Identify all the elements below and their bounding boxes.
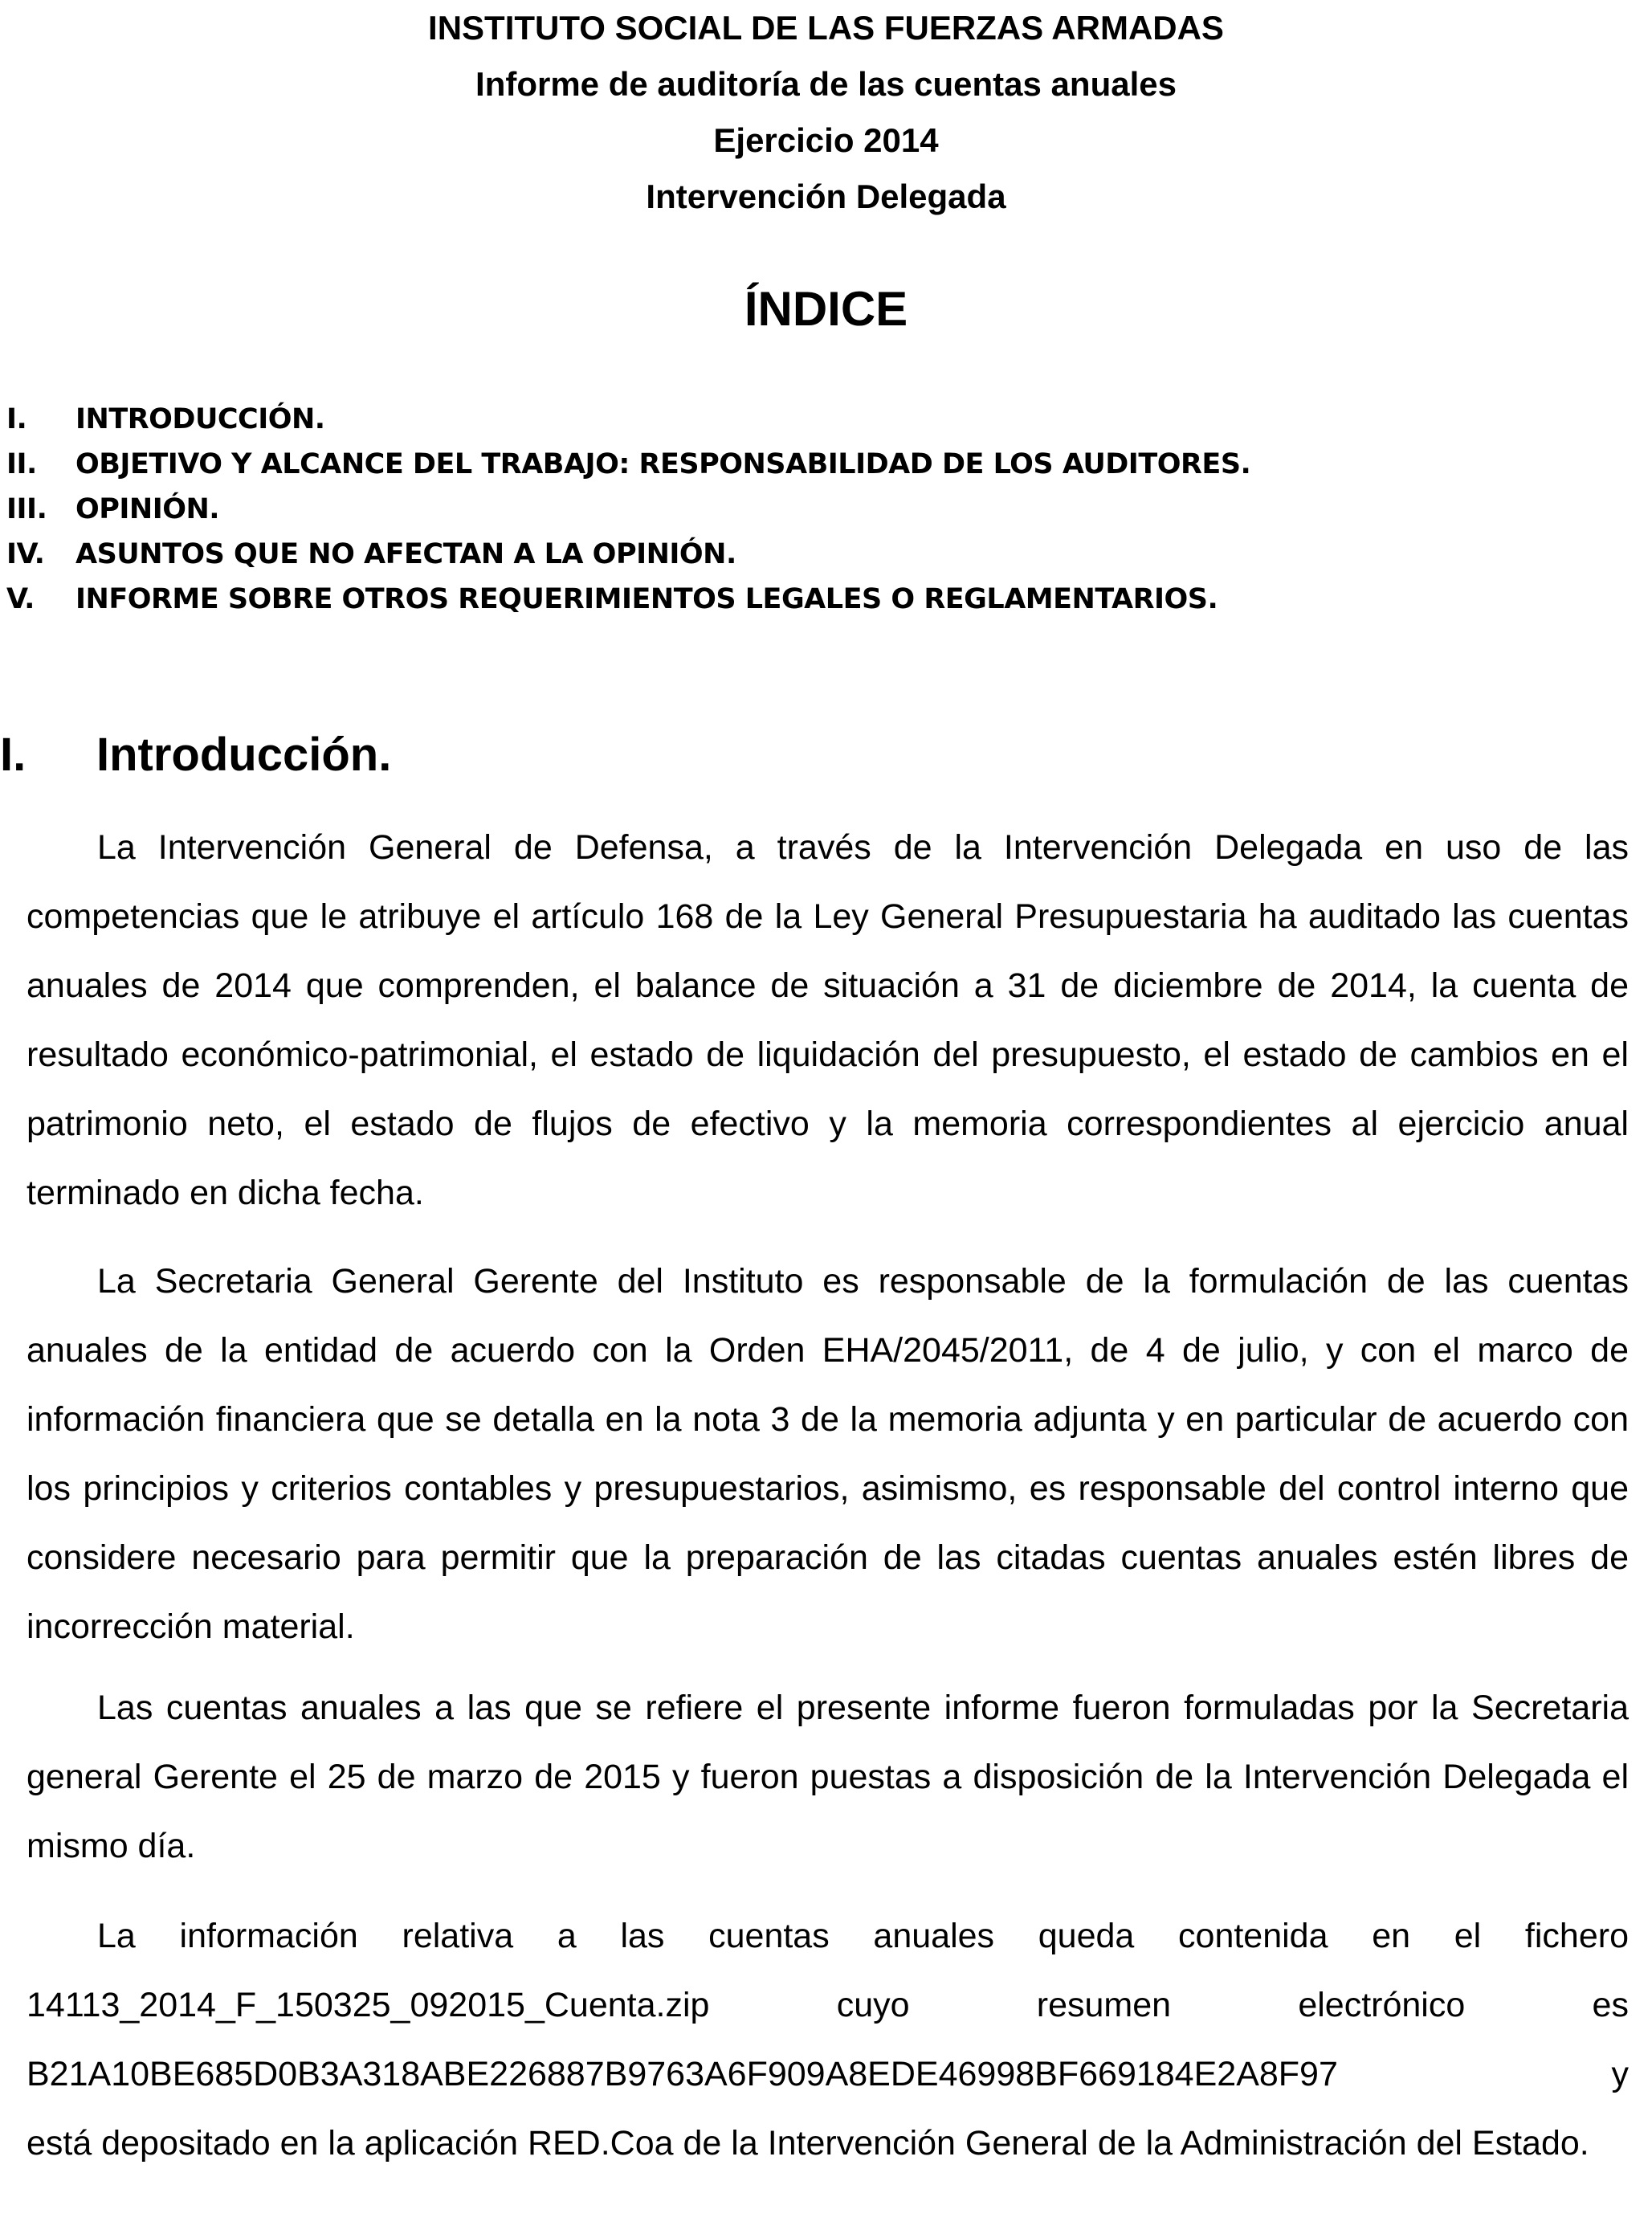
toc-label: ASUNTOS QUE NO AFECTAN A LA OPINIÓN. [75, 538, 736, 570]
institution-name: INSTITUTO SOCIAL DE LAS FUERZAS ARMADAS [428, 9, 1224, 47]
table-of-contents [6, 397, 1613, 622]
toc-item-introduccion [6, 397, 1613, 442]
file-info-line2 [27, 1971, 1629, 2040]
toc-number: I. [6, 403, 27, 435]
paragraph-formulation: Las cuentas anuales a las que se refiere el presente informe fueron formuladas por la Secretaria general Gerente el 25 de marzo de 2015 y fueron puestas a disposición de la Intervención Delegada el mismo día. [27, 1689, 1629, 1865]
section-title: Introducción. [96, 729, 392, 781]
toc-item-asuntos [6, 532, 1613, 577]
file-word: es [1592, 1986, 1629, 2024]
file-word: y [1611, 2055, 1629, 2093]
file-name: 14113_2014_F_150325_092015_Cuenta.zip [27, 1986, 710, 2024]
toc-label: OPINIÓN. [75, 493, 220, 525]
file-info-line1: La información relativa a las cuentas anuales queda contenida en el fichero [97, 1917, 1629, 1955]
section-heading-introduccion [0, 719, 391, 791]
file-word: resumen [1036, 1986, 1172, 2024]
file-word: cuyo [836, 1986, 910, 2024]
toc-number: V. [6, 583, 35, 615]
toc-number: III. [6, 493, 47, 525]
file-word: electrónico [1298, 1986, 1466, 2024]
toc-label: INTRODUCCIÓN. [75, 403, 325, 435]
paragraph-file-info [27, 1901, 1629, 2178]
toc-label: INFORME SOBRE OTROS REQUERIMIENTOS LEGALES O REGLAMENTARIOS. [75, 583, 1218, 615]
toc-item-informe [6, 577, 1613, 622]
paragraph-scope: La Intervención General de Defensa, a través de la Intervención Delegada en uso de las competencias que le atribuye el artículo 168 de la Ley General Presupuestaria ha auditado las cuentas anuales de 2014 que comprenden, el balance de situación a 31 de diciembre de 2014, la cuenta de resultado económico-patrimonial, el estado de liquidación del presupuesto, el estado de cambios en el patrimonio neto, el estado de flujos de efectivo y la memoria correspondientes al ejercicio anual terminado en dicha fecha. [27, 828, 1629, 1212]
section-number: I. [0, 729, 27, 781]
toc-label: OBJETIVO Y ALCANCE DEL TRABAJO: RESPONSABILIDAD DE LOS AUDITORES. [75, 448, 1251, 480]
toc-number: II. [6, 448, 37, 480]
file-info-rest: está depositado en la aplicación RED.Coa de la Intervención General de la Administración del Estado. [27, 2124, 1589, 2163]
file-hash: B21A10BE685D0B3A318ABE226887B9763A6F909A8EDE46998BF669184E2A8F97 [27, 2055, 1338, 2093]
file-info-line3 [27, 2040, 1629, 2109]
document-header [0, 0, 1652, 225]
report-title: Informe de auditoría de las cuentas anuales [475, 65, 1177, 103]
paragraph-responsibility: La Secretaria General Gerente del Instituto es responsable de la formulación de las cuentas anuales de la entidad de acuerdo con la Orden EHA/2045/2011, de 4 de julio, y con el marco de información financiera que se detalla en la nota 3 de la memoria adjunta y en particular de acuerdo con los principios y criterios contables y presupuestarios, asimismo, es responsable del control interno que considere necesario para permitir que la preparación de las citadas cuentas anuales estén libres de incorrección material. [27, 1262, 1629, 1646]
toc-item-opinion [6, 487, 1613, 532]
issuing-office: Intervención Delegada [646, 178, 1006, 215]
toc-number: IV. [6, 538, 45, 570]
toc-item-objetivo [6, 442, 1613, 487]
fiscal-year: Ejercicio 2014 [713, 121, 939, 159]
index-title: ÍNDICE [744, 282, 908, 336]
